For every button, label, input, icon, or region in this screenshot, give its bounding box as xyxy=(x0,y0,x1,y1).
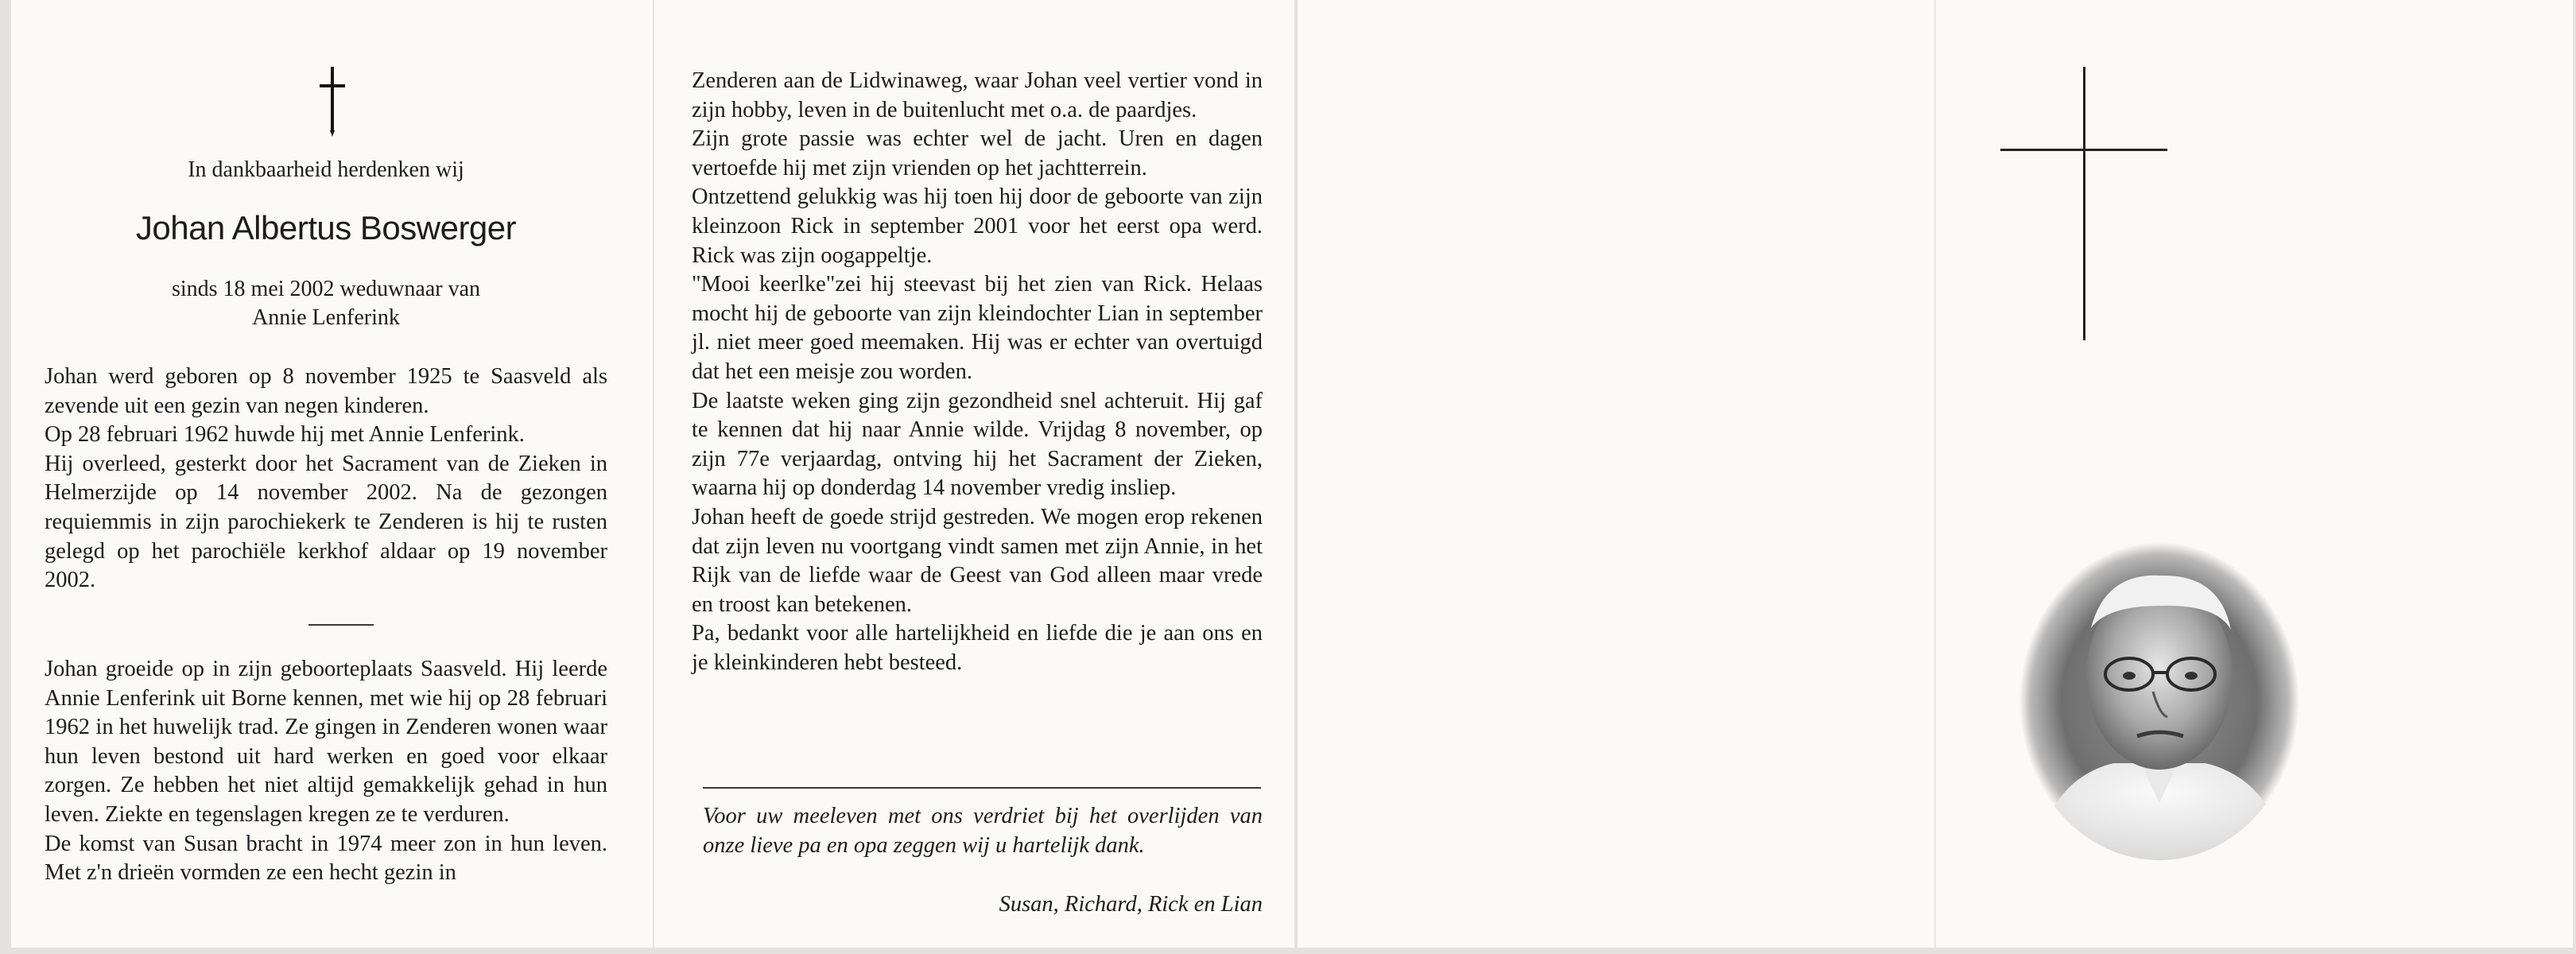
bio-paragraph: De laatste weken ging zijn gezondheid snel achteruit. Hij gaf te kennen dat hij naar Annie wilde. Vrijdag 8 november, op zijn 77e verjaardag, ontving hij het Sacrament der Zieken, waarna hij op donderdag 14 november vredig insliep. xyxy=(692,388,1263,501)
bio-paragraph: Johan heeft de goede strijd gestreden. We mogen erop rekenen dat zijn leven nu voortgang vindt samen met zijn Annie, in het Rijk van de liefde waar de Geest van God alleen maar vrede en troost kan betekenen. xyxy=(692,504,1263,617)
bio-paragraph: Johan werd geboren op 8 november 1925 te Saasveld als zevende uit een gezin van negen kinderen. xyxy=(45,364,607,418)
biography-part-1 xyxy=(45,363,607,595)
intro-text: In dankbaarheid herdenken wij xyxy=(188,157,464,182)
card-outer-sheet xyxy=(1298,0,2573,948)
widower-line-1: sinds 18 mei 2002 weduwnaar van xyxy=(171,277,481,301)
portrait-photo xyxy=(2018,541,2301,862)
biography-part-2 xyxy=(45,655,607,888)
deceased-name: Johan Albertus Boswerger xyxy=(135,209,517,246)
divider xyxy=(308,624,374,626)
bio-paragraph: "Mooi keerlke"zei hij steevast bij het zien van Rick. Helaas mocht hij de geboorte van zijn kleindochter Lian in september jl. niet meer goed meemaken. Hij was er echter van overtuigd dat het een meisje zou worden. xyxy=(692,272,1263,384)
bio-paragraph: Hij overleed, gesterkt door het Sacrament van de Zieken in Helmerzijde op 14 november 2002. Na de gezongen requiemmis in zijn parochiekerk te Zenderen is hij te rusten gelegd op het parochiële kerkhof aldaar op 19 november 2002. xyxy=(45,451,607,593)
bio-paragraph: De komst van Susan bracht in 1974 meer zon in hun leven. Met z'n drieën vormden ze een hecht gezin in xyxy=(45,831,607,886)
thanks-text: Voor uw meeleven met ons verdriet bij het overlijden van onze lieve pa en opa zeggen wij u hartelijk dank. xyxy=(703,804,1263,858)
card-inner-sheet xyxy=(11,0,1294,948)
thanks-note xyxy=(703,801,1263,860)
biography-part-3 xyxy=(692,67,1263,677)
bio-paragraph: Op 28 februari 1962 huwde hij met Annie Lenferink. xyxy=(45,422,525,448)
widower-line xyxy=(45,275,607,332)
cross-icon xyxy=(316,67,348,135)
cross-icon xyxy=(2000,67,2167,340)
divider xyxy=(703,787,1261,789)
bio-paragraph: Ontzettend gelukkig was hij toen hij door de geboorte van zijn kleinzoon Rick in september 2001 voor het eerst opa werd. Rick was zijn oogappeltje. xyxy=(692,184,1263,268)
widower-line-2: Annie Lenferink xyxy=(252,305,400,330)
bio-paragraph: Zijn grote passie was echter wel de jacht. Uren en dagen vertoefde hij met zijn vrienden op het jachtterrein. xyxy=(692,126,1263,180)
bio-paragraph: Zenderen aan de Lidwinaweg, waar Johan veel vertier vond in zijn hobby, leven in de buitenlucht met o.a. de paardjes. xyxy=(692,68,1263,122)
fold-line xyxy=(653,0,654,948)
bio-paragraph: Pa, bedankt voor alle hartelijkheid en liefde die je aan ons en je kleinkinderen hebt besteed. xyxy=(692,621,1263,675)
signers: Susan, Richard, Rick en Lian xyxy=(999,892,1263,917)
fold-line xyxy=(1934,0,1936,948)
bio-paragraph: Johan groeide op in zijn geboorteplaats Saasveld. Hij leerde Annie Lenferink uit Borne kennen, met wie hij op 28 februari 1962 in het huwelijk trad. Ze gingen in Zenderen wonen waar hun leven bestond uit hard werken en goed voor elkaar zorgen. Ze hebben het niet altijd gemakkelijk gehad in hun leven. Ziekte en tegenslagen kregen ze te verduren. xyxy=(45,657,607,827)
